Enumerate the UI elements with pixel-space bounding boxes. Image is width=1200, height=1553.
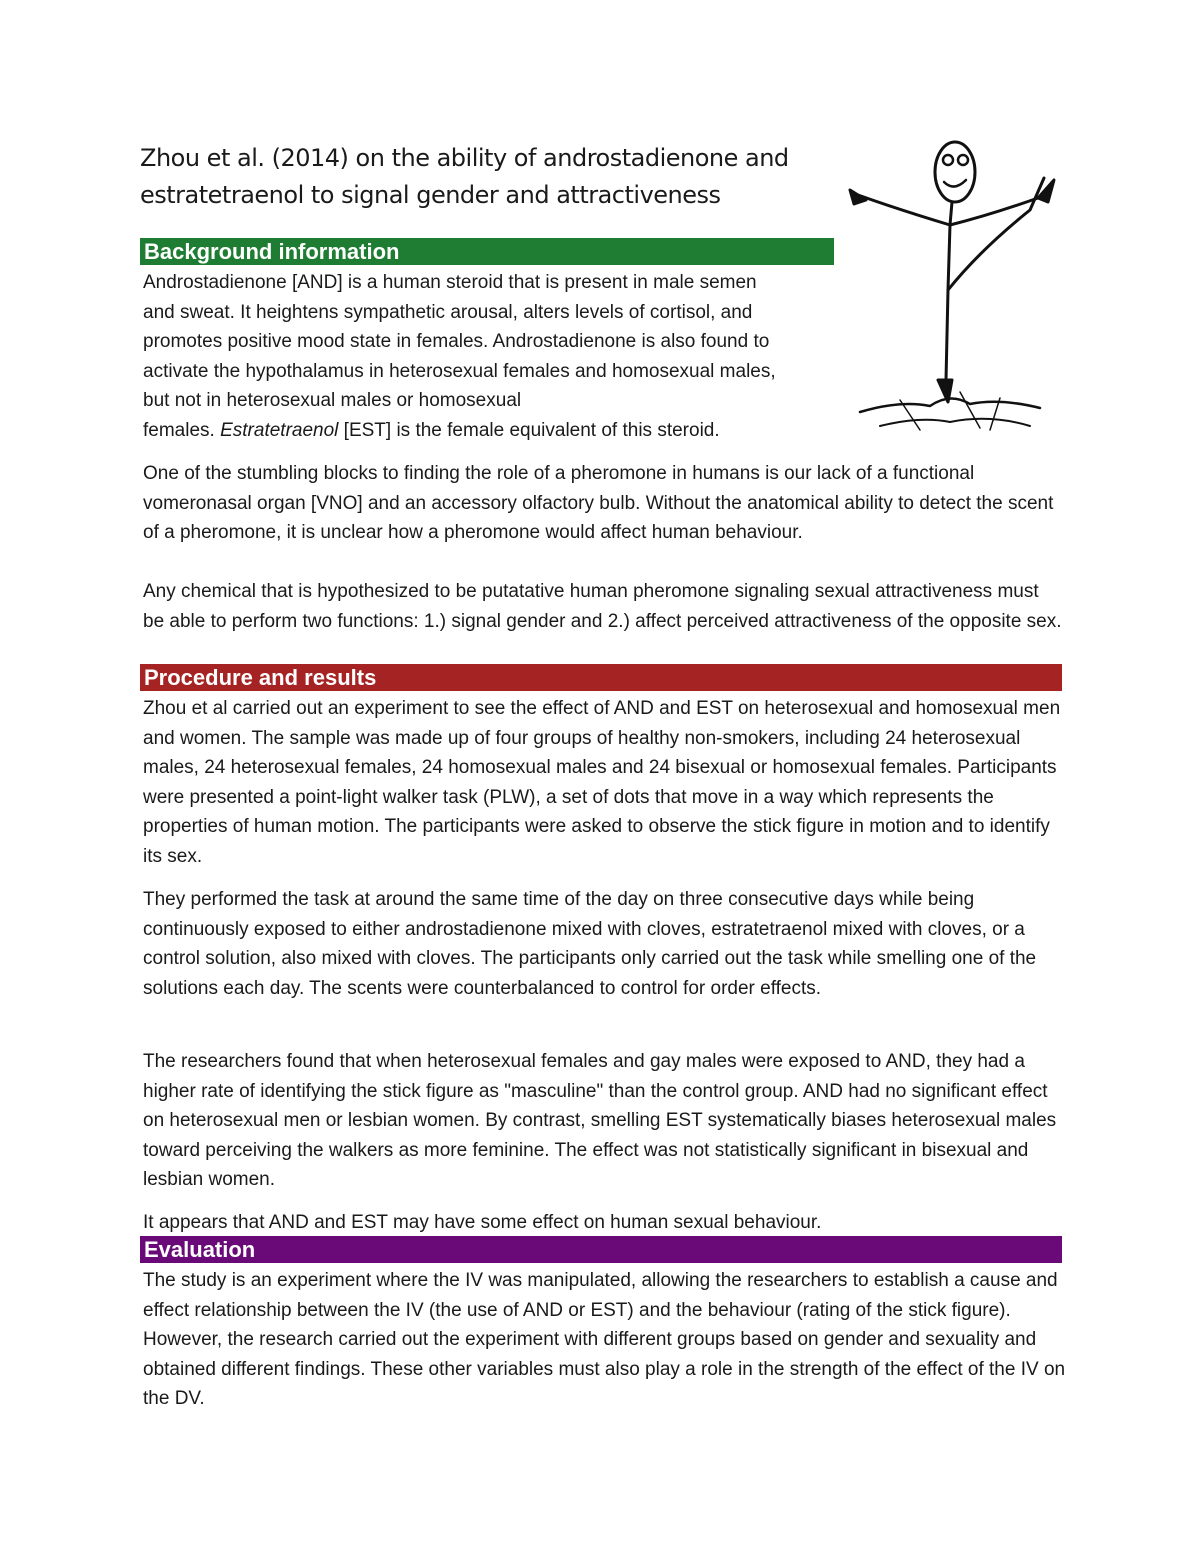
- background-paragraph-3: Any chemical that is hypothesized to be putatative human pheromone signaling sexual attractiveness must be able to perform two functions: 1.) signal gender and 2.) affect perceived attractiveness of the opposite sex.: [143, 581, 1062, 632]
- background-line-3: promotes positive mood state in females. Androstadienone is also found to: [143, 331, 770, 352]
- background-line-4: activate the hypothalamus in heterosexual females and homosexual males,: [143, 360, 776, 382]
- background-line-6-prefix: females.: [143, 419, 221, 441]
- page-title: [140, 140, 840, 214]
- evaluation-paragraph-1: The study is an experiment where the IV was manipulated, allowing the researchers to establish a cause and effect relationship between the IV (the use of AND or EST) and the behaviour (rating of the stick figure). However, the research carried out the experiment with different groups based on gender and sexuality and obtained different findings. These other variables must also play a role in the strength of the effect of the IV on the DV.: [143, 1270, 1066, 1409]
- background-line-6: [143, 416, 843, 446]
- procedure-paragraph-3: The researchers found that when heterosexual females and gay males were exposed to AND, they had a higher rate of identifying the stick figure as "masculine" than the control group. AND had no significant effect on heterosexual men or lesbian women. By contrast, smelling EST systematically biases heterosexual males toward perceiving the walkers as more feminine. The effect was not statistically significant in bisexual and lesbian women.: [143, 1051, 1057, 1190]
- procedure-paragraph-2: They performed the task at around the same time of the day on three consecutive days while being continuously exposed to either androstadienone mixed with cloves, estratetraenol mixed with cloves, or a control solution, also mixed with cloves. The participants only carried out the task while smelling one of the solutions each day. The scents were counterbalanced to control for order effects.: [143, 889, 1037, 999]
- background-line-1: Androstadienone [AND] is a human steroid that is present in male semen: [143, 272, 757, 293]
- stick-figure-dancer-icon: [840, 130, 1080, 440]
- background-paragraph-1: [143, 268, 843, 445]
- procedure-paragraph-4: It appears that AND and EST may have some effect on human sexual behaviour.: [143, 1212, 822, 1233]
- evaluation-heading-label: Evaluation: [144, 1237, 256, 1262]
- estratetraenol-term: Estratetraenol: [220, 419, 339, 441]
- evaluation-heading: [140, 1236, 1062, 1263]
- title-line-1: Zhou et al. (2014) on the ability of androstadienone and: [140, 144, 789, 172]
- background-line-5: but not in heterosexual males or homosexual: [143, 390, 522, 411]
- background-heading: [140, 238, 834, 265]
- background-paragraph-2: One of the stumbling blocks to finding the role of a pheromone in humans is our lack of a functional vomeronasal organ [VNO] and an accessory olfactory bulb. Without the anatomical ability to detect the scent of a pheromone, it is unclear how a pheromone would affect human behaviour.: [143, 463, 1054, 543]
- procedure-heading-label: Procedure and results: [144, 665, 377, 690]
- background-heading-label: Background information: [144, 239, 400, 264]
- procedure-heading: [140, 664, 1062, 691]
- procedure-paragraph-1: Zhou et al carried out an experiment to see the effect of AND and EST on heterosexual and homosexual men and women. The sample was made up of four groups of healthy non-smokers, including 24 heterosexual males, 24 heterosexual females, 24 homosexual males and 24 bisexual or homosexual females. Participants were presented a point-light walker task (PLW), a set of dots that move in a way which represents the properties of human motion. The participants were asked to observe the stick figure in motion and to identify its sex.: [143, 698, 1061, 867]
- background-line-2: and sweat. It heightens sympathetic arousal, alters levels of cortisol, and: [143, 301, 753, 323]
- background-line-6-suffix: [EST] is the female equivalent of this steroid.: [338, 419, 720, 441]
- title-line-2: estratetraenol to signal gender and attractiveness: [140, 181, 721, 209]
